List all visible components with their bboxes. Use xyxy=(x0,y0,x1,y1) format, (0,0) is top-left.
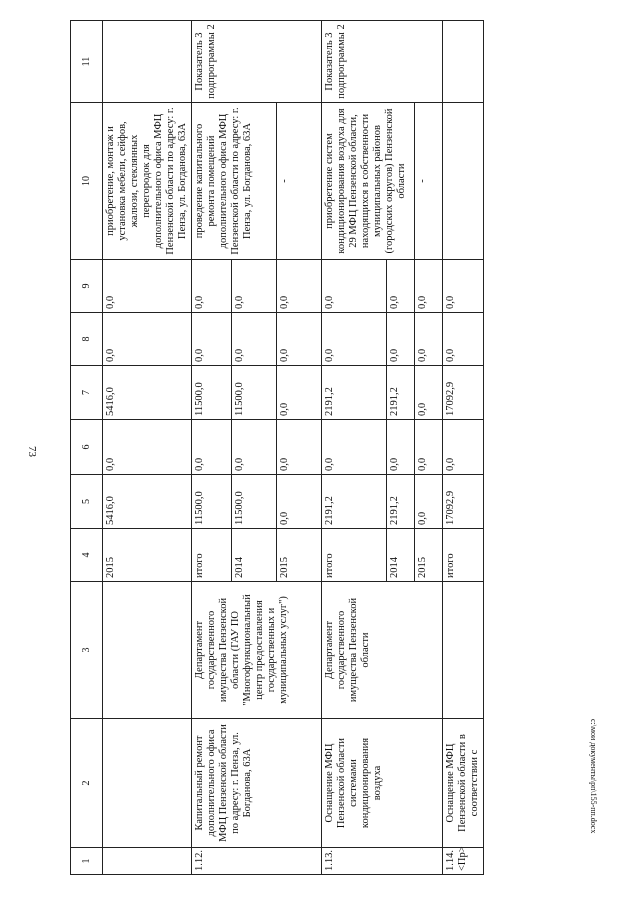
value-cell: 2191,2 xyxy=(387,366,415,420)
header-cell: 6 xyxy=(71,420,103,475)
indicator-cell xyxy=(103,21,192,103)
year-cell: 2015 xyxy=(103,529,192,582)
year-cell: 2015 xyxy=(277,529,322,582)
year-cell: 2015 xyxy=(415,529,443,582)
value-cell: 17092,9 xyxy=(443,475,484,529)
header-cell: 11 xyxy=(71,21,103,103)
value-cell: 0,0 xyxy=(443,420,484,475)
table-row xyxy=(322,21,387,875)
value-cell: 0,0 xyxy=(103,313,192,366)
value-cell: 0,0 xyxy=(192,260,232,313)
indicator-cell: Показатель 3 подпрограммы 2 xyxy=(322,21,443,103)
header-cell: 1 xyxy=(71,848,103,875)
value-cell: 11500,0 xyxy=(232,475,277,529)
value-cell: 0,0 xyxy=(415,260,443,313)
value-cell: 0,0 xyxy=(322,260,387,313)
header-cell: 9 xyxy=(71,260,103,313)
value-cell: 11500,0 xyxy=(192,366,232,420)
indicator-cell: Показатель 3 подпрограммы 2 xyxy=(192,21,322,103)
row-number: 1.12. xyxy=(192,848,322,875)
row-number: 1.14. <Пр> xyxy=(443,848,484,875)
value-cell: 0,0 xyxy=(277,366,322,420)
result-cell: проведение капитального ремонта помещений дополнительного офиса МФЦ Пензенской области по адресу: г. Пенза, ул. Богданова, 63А xyxy=(192,103,277,260)
footer-file-path: c:\мои документы\рп\155-пп.docx xyxy=(589,719,598,834)
year-cell: итого xyxy=(322,529,387,582)
value-cell: 0,0 xyxy=(103,420,192,475)
value-cell: 0,0 xyxy=(387,260,415,313)
executor xyxy=(103,582,192,719)
value-cell: 0,0 xyxy=(103,260,192,313)
value-cell: 0,0 xyxy=(232,420,277,475)
result-cell xyxy=(443,103,484,260)
table-row xyxy=(443,21,484,875)
value-cell: 0,0 xyxy=(415,475,443,529)
result-cell: приобретение, монтаж и установка мебели, сейфов, жалюзи, стеклянных перегородок для дополнительного офиса МФЦ Пензенской области по адресу: г. Пенза, ул. Богданова, 63А xyxy=(103,103,192,260)
value-cell: 0,0 xyxy=(443,313,484,366)
header-cell: 4 xyxy=(71,529,103,582)
value-cell: 0,0 xyxy=(415,366,443,420)
value-cell: 0,0 xyxy=(443,260,484,313)
value-cell: 0,0 xyxy=(387,420,415,475)
result-cell: - xyxy=(415,103,443,260)
header-cell: 2 xyxy=(71,719,103,848)
value-cell: 0,0 xyxy=(277,313,322,366)
value-cell: 0,0 xyxy=(387,313,415,366)
value-cell: 5416,0 xyxy=(103,366,192,420)
value-cell: 0,0 xyxy=(277,260,322,313)
value-cell: 5416,0 xyxy=(103,475,192,529)
executor: Департамент государственного имущества Пензенской области (ГАУ ПО "Многофункциональный центр предоставления государственных и муниципальных услуг") xyxy=(192,582,322,719)
measure-name xyxy=(103,719,192,848)
value-cell: 0,0 xyxy=(192,313,232,366)
value-cell: 11500,0 xyxy=(192,475,232,529)
header-row xyxy=(71,21,103,875)
header-cell: 8 xyxy=(71,313,103,366)
measure-name: Оснащение МФЦ Пензенской области системами кондиционирования воздуха xyxy=(322,719,443,848)
executor xyxy=(443,582,484,719)
result-cell: - xyxy=(277,103,322,260)
value-cell: 11500,0 xyxy=(232,366,277,420)
year-cell: 2014 xyxy=(387,529,415,582)
year-cell: итого xyxy=(443,529,484,582)
measure-name: Оснащение МФЦ Пензенской области в соответствии с xyxy=(443,719,484,848)
header-cell: 5 xyxy=(71,475,103,529)
header-cell: 3 xyxy=(71,582,103,719)
value-cell: 2191,2 xyxy=(322,475,387,529)
table-row xyxy=(103,21,192,875)
value-cell: 0,0 xyxy=(192,420,232,475)
value-cell: 0,0 xyxy=(277,420,322,475)
result-cell: приобретение систем кондиционирования воздуха для 29 МФЦ Пензенской области, находящихся в собственности муниципальных районов (городских округов) Пензенской области xyxy=(322,103,415,260)
row-number xyxy=(103,848,192,875)
value-cell: 0,0 xyxy=(415,420,443,475)
value-cell: 17092,9 xyxy=(443,366,484,420)
value-cell: 0,0 xyxy=(232,313,277,366)
value-cell: 2191,2 xyxy=(387,475,415,529)
value-cell: 0,0 xyxy=(277,475,322,529)
header-cell: 10 xyxy=(71,103,103,260)
page-number: 73 xyxy=(26,446,38,457)
year-cell: 2014 xyxy=(232,529,277,582)
executor: Департамент государственного имущества Пензенской области xyxy=(322,582,443,719)
value-cell: 0,0 xyxy=(322,313,387,366)
value-cell: 2191,2 xyxy=(322,366,387,420)
table-row xyxy=(192,21,232,875)
indicator-cell xyxy=(443,21,484,103)
row-number: 1.13. xyxy=(322,848,443,875)
program-table xyxy=(70,20,484,875)
measure-name: Капитальный ремонт дополнительного офиса МФЦ Пензенской области по адресу: г. Пенза, ул. Богданова, 63А xyxy=(192,719,322,848)
year-cell: итого xyxy=(192,529,232,582)
value-cell: 0,0 xyxy=(415,313,443,366)
value-cell: 0,0 xyxy=(232,260,277,313)
header-cell: 7 xyxy=(71,366,103,420)
rotated-table-container xyxy=(70,21,480,875)
value-cell: 0,0 xyxy=(322,420,387,475)
